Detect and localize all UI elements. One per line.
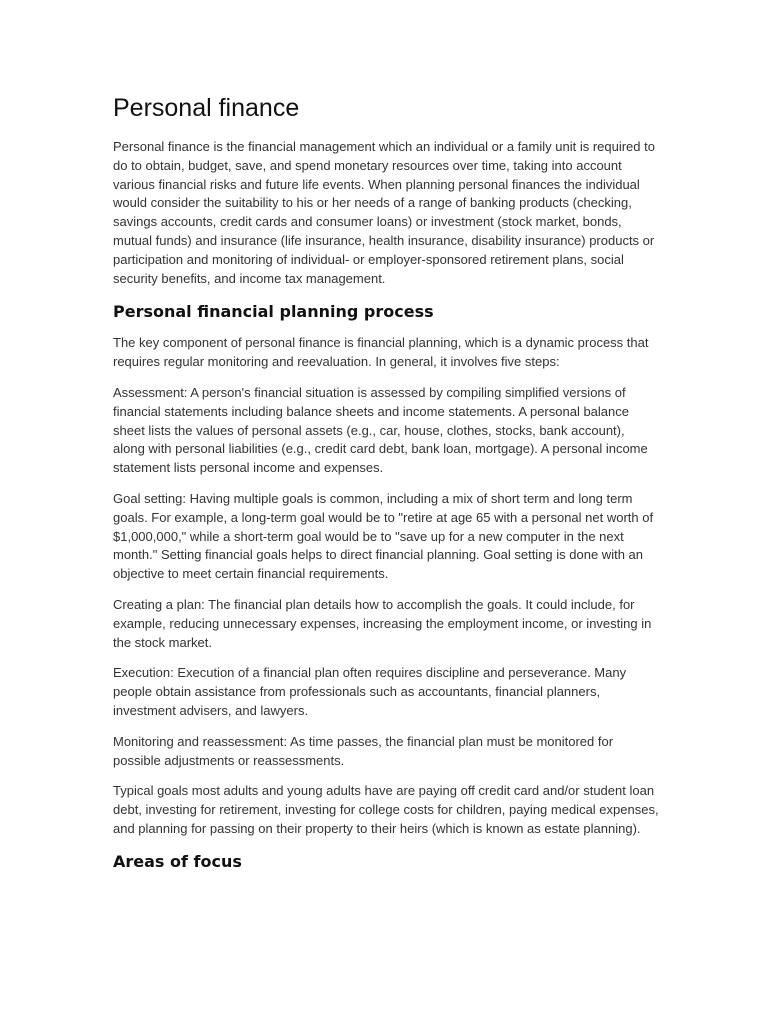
page-title: Personal finance: [113, 94, 300, 122]
document-page: [113, 92, 659, 884]
section-heading-planning-process: Personal financial planning process: [113, 302, 434, 322]
paragraph-goal-setting: Goal setting: Having multiple goals is common, including a mix of short term and long term goals. For example, a long-term goal would be to "retire at age 65 with a personal net worth of $1,000,000," while a short-term goal would be to "save up for a new computer in the next month." Setting financial goals helps to direct financial planning. Goal setting is done with an objective to meet certain financial requirements.: [113, 490, 654, 582]
section-heading-areas-of-focus: Areas of focus: [113, 851, 242, 871]
paragraph-creating-plan: Creating a plan: The financial plan details how to accomplish the goals. It could include, for example, reducing unnecessary expenses, increasing the employment income, or investing in the stock market.: [113, 596, 652, 650]
paragraph-key-component: The key component of personal finance is financial planning, which is a dynamic process that requires regular monitoring and reevaluation. In general, it involves five steps:: [113, 335, 649, 370]
intro-paragraph: Personal finance is the financial management which an individual or a family unit is required to do to obtain, budget, save, and spend monetary resources over time, taking into account various financial risks and future life events. When planning personal finances the individual would consider the suitability to his or her needs of a range of banking products (checking, savings accounts, credit cards and consumer loans) or investment (stock market, bonds, mutual funds) and insurance (life insurance, health insurance, disability insurance) products or participation and monitoring of individual- or employer-sponsored retirement plans, social security benefits, and income tax management.: [113, 139, 655, 286]
paragraph-execution: Execution: Execution of a financial plan often requires discipline and perseverance. Many people obtain assistance from professionals such as accountants, financial planners, investment advisers, and lawyers.: [113, 665, 627, 718]
paragraph-monitoring: Monitoring and reassessment: As time passes, the financial plan must be monitored for possible adjustments or reassessments.: [113, 733, 614, 768]
paragraph-typical-goals: Typical goals most adults and young adults have are paying off credit card and/or student loan debt, investing for retirement, investing for college costs for children, paying medical expenses, and planning for passing on their property to their heirs (which is known as estate planning).: [113, 783, 659, 836]
paragraph-assessment: Assessment: A person's financial situation is assessed by compiling simplified versions of financial statements including balance sheets and income statements. A personal balance sheet lists the values of personal assets (e.g., car, house, clothes, stocks, bank account), along with personal liabilities (e.g., credit card debt, bank loan, mortgage). A personal income statement lists personal income and expenses.: [113, 384, 648, 476]
